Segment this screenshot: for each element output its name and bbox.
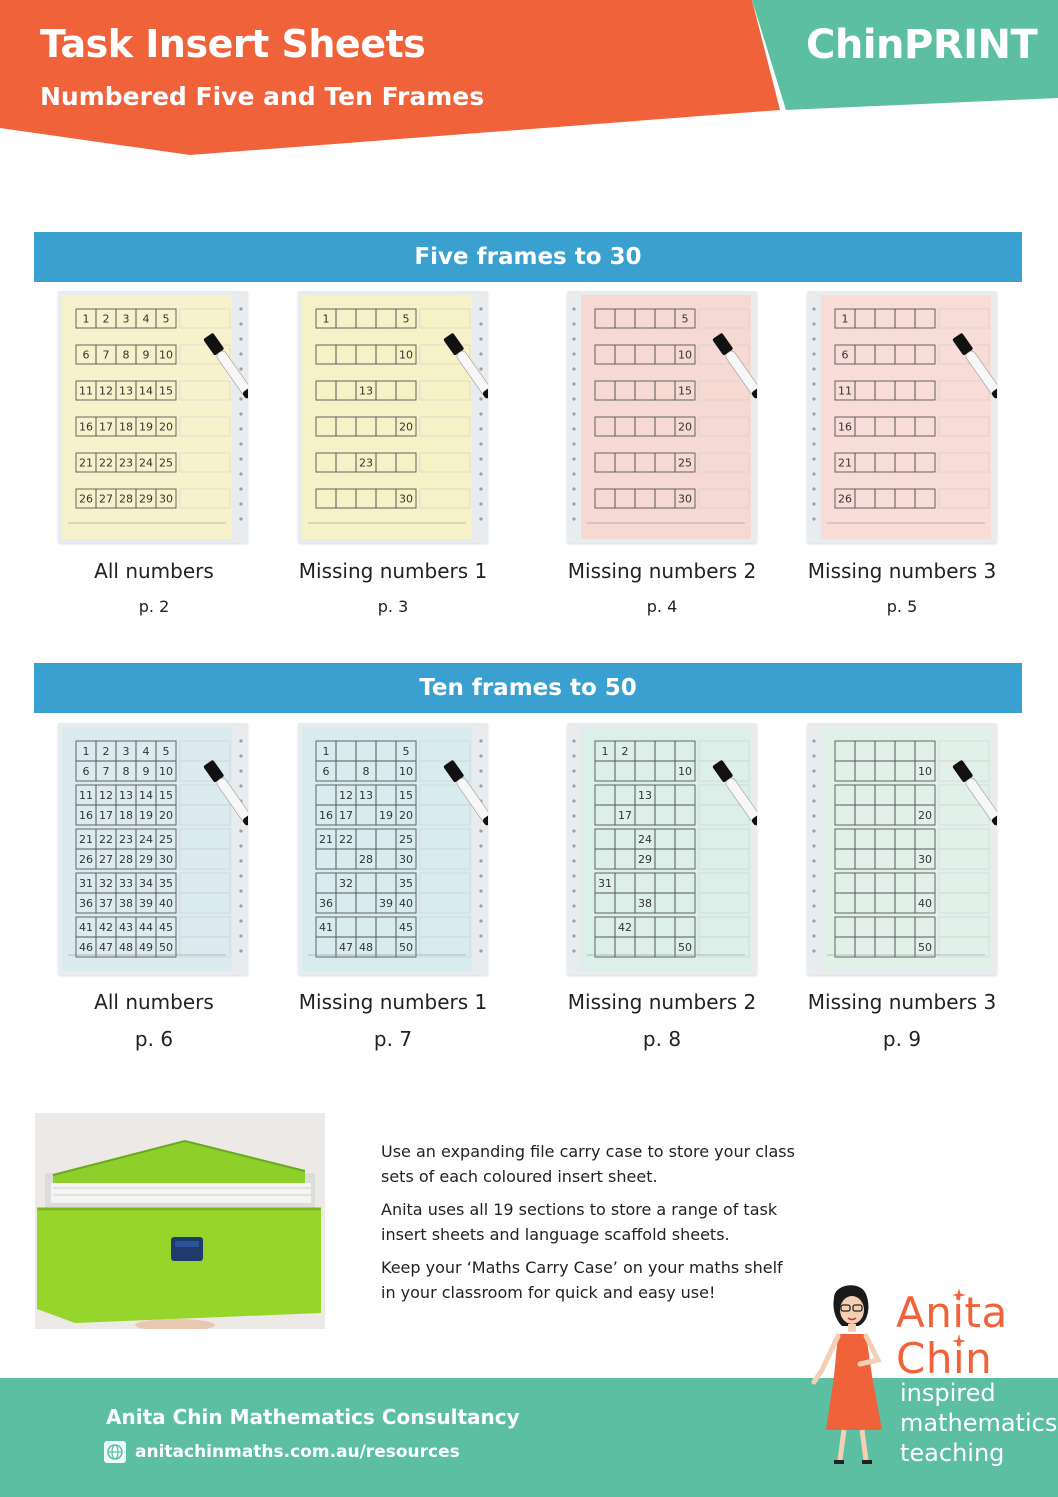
sheet-number: 4	[142, 312, 150, 326]
sheet-number: 1	[841, 312, 849, 326]
sheet-number: 10	[159, 765, 173, 778]
sheet-number: 29	[139, 492, 153, 506]
sheet-number: 6	[841, 348, 849, 362]
sheet-number: 13	[119, 384, 133, 398]
sheet-caption: Missing numbers 3	[807, 990, 997, 1014]
sheet-number: 44	[139, 921, 153, 934]
sheet-number: 25	[159, 833, 173, 846]
sheet-number: 50	[678, 941, 692, 954]
sheet-number: 38	[638, 897, 652, 910]
sheet-number: 32	[339, 877, 353, 890]
page-reference: p. 4	[646, 597, 678, 616]
sheet-number: 4	[142, 745, 150, 758]
sheet-number: 40	[399, 897, 413, 910]
sheet-number: 1	[601, 745, 609, 758]
sheet-number: 20	[678, 420, 692, 434]
sheet-number: 35	[159, 877, 173, 890]
sheet-number: 27	[99, 492, 113, 506]
sheet-number: 9	[142, 348, 150, 362]
sheet-number: 24	[638, 833, 652, 846]
sheet-number: 15	[159, 789, 173, 802]
sheet-number: 13	[359, 384, 373, 398]
section-title-ten-frames: Ten frames to 50	[34, 663, 1022, 713]
sheet-number: 24	[139, 833, 153, 846]
sheet-number: 1	[322, 312, 330, 326]
sheet-caption: Missing numbers 1	[298, 559, 488, 583]
sheet-number: 20	[399, 809, 413, 822]
note-paragraph: Keep your ‘Maths Carry Case’ on your maths shelf in your classroom for quick and easy use!	[381, 1258, 783, 1302]
sheet-number: 1	[82, 745, 90, 758]
sheet-number: 21	[319, 833, 333, 846]
sheet-number: 8	[122, 348, 130, 362]
sheet-number: 42	[99, 921, 113, 934]
sheet-number: 50	[399, 941, 413, 954]
logo-name-last: Chin	[896, 1334, 993, 1383]
sheet-thumbnail	[807, 723, 997, 975]
sheet-number: 16	[79, 420, 93, 434]
carry-case-photo	[35, 1113, 325, 1329]
logo-tagline: inspired	[900, 1379, 996, 1407]
sheet-number: 48	[359, 941, 373, 954]
sheet-number: 17	[339, 809, 353, 822]
sheet-number: 20	[159, 420, 173, 434]
sheet-caption: Missing numbers 2	[567, 559, 757, 583]
sheet-number: 31	[79, 877, 93, 890]
sheet-number: 45	[159, 921, 173, 934]
sheet-number: 13	[359, 789, 373, 802]
page-reference: p. 6	[134, 1027, 174, 1051]
sheet-caption: All numbers	[94, 990, 214, 1014]
sheet-number: 13	[119, 789, 133, 802]
sheet-number: 22	[99, 456, 113, 470]
page-subtitle: Numbered Five and Ten Frames	[40, 82, 485, 111]
sheet-number: 18	[119, 809, 133, 822]
sheet-number: 43	[119, 921, 133, 934]
sheet-caption: All numbers	[94, 559, 214, 583]
sheet-number: 5	[402, 745, 410, 758]
sheet-number: 26	[79, 853, 93, 866]
sheet-number: 28	[119, 492, 133, 506]
sheet-thumbnail	[807, 291, 997, 543]
sheet-number: 38	[119, 897, 133, 910]
sheet-number: 16	[79, 809, 93, 822]
sheet-number: 47	[99, 941, 113, 954]
footer-link[interactable]: anitachinmaths.com.au/resources	[135, 1442, 460, 1462]
sheet-number: 25	[678, 456, 692, 470]
sheet-number: 45	[399, 921, 413, 934]
sheet-number: 19	[379, 809, 393, 822]
sheet-number: 34	[139, 877, 153, 890]
sheet-number: 30	[918, 853, 932, 866]
sheet-number: 37	[99, 897, 113, 910]
sheet-thumbnail	[567, 723, 757, 975]
sheet-number: 49	[139, 941, 153, 954]
sheet-number: 36	[319, 897, 333, 910]
brand-name: ChinPRINT	[806, 22, 1038, 68]
sheet-number: 17	[618, 809, 632, 822]
sheet-number: 29	[638, 853, 652, 866]
note-paragraph: Anita uses all 19 sections to store a range of task insert sheets and language scaffold sheets.	[381, 1200, 778, 1244]
sheet-number: 22	[339, 833, 353, 846]
sheet-number: 8	[122, 765, 130, 778]
sheet-number: 26	[838, 492, 852, 506]
sheet-number: 23	[359, 456, 373, 470]
sheet-number: 46	[79, 941, 93, 954]
sheet-thumbnail	[58, 723, 248, 975]
sheet-number: 15	[159, 384, 173, 398]
sheet-number: 11	[838, 384, 852, 398]
sheet-number: 11	[79, 789, 93, 802]
sheet-number: 21	[838, 456, 852, 470]
sheet-number: 10	[678, 348, 692, 362]
page-reference: p. 8	[642, 1027, 682, 1051]
globe-icon	[104, 1441, 126, 1463]
sheet-number: 21	[79, 456, 93, 470]
sheet-number: 1	[82, 312, 90, 326]
sheet-number: 5	[402, 312, 410, 326]
sheet-number: 14	[139, 789, 153, 802]
sheet-number: 30	[159, 492, 173, 506]
sheet-thumbnail	[298, 723, 488, 975]
sheet-number: 14	[139, 384, 153, 398]
sheet-number: 20	[159, 809, 173, 822]
sheet-caption: Missing numbers 2	[567, 990, 757, 1014]
sheet-number: 28	[359, 853, 373, 866]
sheet-number: 13	[638, 789, 652, 802]
sheet-number: 10	[678, 765, 692, 778]
logo-tagline: mathematics	[900, 1409, 1058, 1437]
sheet-number: 33	[119, 877, 133, 890]
sheet-number: 3	[122, 745, 130, 758]
sheet-number: 7	[102, 348, 110, 362]
sheet-number: 2	[102, 745, 110, 758]
sheet-number: 17	[99, 809, 113, 822]
sheet-number: 12	[339, 789, 353, 802]
sheet-thumbnail	[567, 291, 757, 543]
sheet-number: 21	[79, 833, 93, 846]
sheet-number: 40	[918, 897, 932, 910]
sheet-number: 15	[399, 789, 413, 802]
sheet-number: 47	[339, 941, 353, 954]
sheet-number: 19	[139, 420, 153, 434]
sheet-number: 36	[79, 897, 93, 910]
sheet-number: 23	[119, 456, 133, 470]
sheet-number: 22	[99, 833, 113, 846]
sheet-number: 50	[159, 941, 173, 954]
sheet-number: 10	[399, 348, 413, 362]
sheet-number: 27	[99, 853, 113, 866]
sheet-number: 11	[79, 384, 93, 398]
sheet-number: 30	[399, 492, 413, 506]
sheet-number: 29	[139, 853, 153, 866]
sheet-number: 7	[102, 765, 110, 778]
sheet-number: 12	[99, 789, 113, 802]
sheet-caption: Missing numbers 1	[298, 990, 488, 1014]
sheet-number: 16	[319, 809, 333, 822]
sheet-number: 41	[319, 921, 333, 934]
sheet-number: 8	[362, 765, 370, 778]
sheet-number: 25	[159, 456, 173, 470]
page-title: Task Insert Sheets	[40, 22, 426, 66]
sheet-number: 12	[99, 384, 113, 398]
sheet-number: 10	[159, 348, 173, 362]
sheet-number: 20	[918, 809, 932, 822]
sheet-number: 31	[598, 877, 612, 890]
note-paragraph: Use an expanding file carry case to store your class sets of each coloured insert sheet.	[381, 1142, 795, 1186]
page-reference: p. 5	[886, 597, 918, 616]
sheet-number: 6	[82, 348, 90, 362]
sheet-number: 10	[399, 765, 413, 778]
page-reference: p. 2	[138, 597, 170, 616]
sheet-number: 23	[119, 833, 133, 846]
mascot-illustration	[808, 1280, 898, 1470]
sheet-caption: Missing numbers 3	[807, 559, 997, 583]
sheet-number: 24	[139, 456, 153, 470]
sheet-number: 10	[918, 765, 932, 778]
footer-company: Anita Chin Mathematics Consultancy	[106, 1405, 520, 1429]
sheet-number: 30	[399, 853, 413, 866]
sheet-number: 42	[618, 921, 632, 934]
sheet-number: 32	[99, 877, 113, 890]
sheet-number: 35	[399, 877, 413, 890]
sheet-number: 15	[678, 384, 692, 398]
sheet-number: 9	[142, 765, 150, 778]
sheet-number: 16	[838, 420, 852, 434]
sheet-number: 30	[678, 492, 692, 506]
sheet-thumbnail	[58, 291, 248, 543]
sheet-number: 2	[102, 312, 110, 326]
sheet-number: 39	[379, 897, 393, 910]
section-title-five-frames: Five frames to 30	[34, 232, 1022, 282]
sheet-number: 40	[159, 897, 173, 910]
sheet-number: 50	[918, 941, 932, 954]
sheet-number: 30	[159, 853, 173, 866]
sheet-number: 20	[399, 420, 413, 434]
page-reference: p. 9	[882, 1027, 922, 1051]
sheet-number: 41	[79, 921, 93, 934]
sheet-number: 17	[99, 420, 113, 434]
notes-text	[381, 1140, 801, 1314]
sheet-number: 5	[681, 312, 689, 326]
logo-name-first: Anita	[896, 1288, 1008, 1337]
sheet-number: 39	[139, 897, 153, 910]
sheet-number: 1	[322, 745, 330, 758]
sheet-number: 19	[139, 809, 153, 822]
sheet-number: 48	[119, 941, 133, 954]
sheet-number: 3	[122, 312, 130, 326]
sheet-number: 26	[79, 492, 93, 506]
sheet-thumbnail	[298, 291, 488, 543]
page-reference: p. 7	[373, 1027, 413, 1051]
sheet-number: 5	[162, 312, 170, 326]
sheet-number: 2	[621, 745, 629, 758]
sheet-number: 6	[322, 765, 330, 778]
sheet-number: 18	[119, 420, 133, 434]
page-reference: p. 3	[377, 597, 409, 616]
logo-tagline: teaching	[900, 1439, 1005, 1467]
sheet-number: 5	[162, 745, 170, 758]
sheet-number: 25	[399, 833, 413, 846]
sheet-number: 6	[82, 765, 90, 778]
sheet-number: 28	[119, 853, 133, 866]
